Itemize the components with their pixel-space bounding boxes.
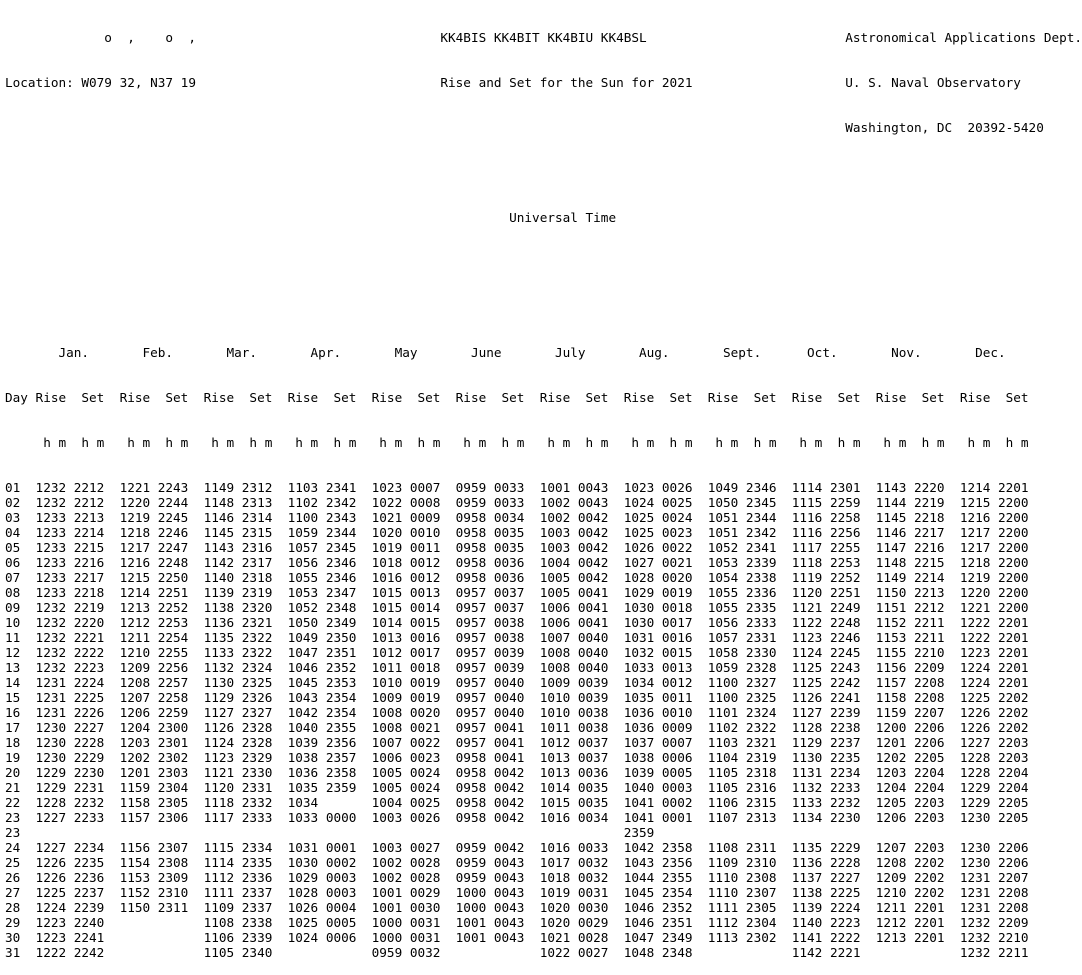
day-row: 04 1233 2214 1218 2246 1145 2315 1059 2344 1020 0010 0958 0035 1003 0042 1025 0023 1051 2342 1116 2256 1146 2217 1217 2200 [5, 525, 1029, 540]
day-row: 23 2359 [5, 825, 655, 840]
day-row: 06 1233 2216 1216 2248 1142 2317 1056 2346 1018 0012 0958 0036 1004 0042 1027 0021 1053 2339 1118 2253 1148 2215 1218 2200 [5, 555, 1029, 570]
day-row: 05 1233 2215 1217 2247 1143 2316 1057 2345 1019 0011 0958 0035 1003 0042 1026 0022 1052 2341 1117 2255 1147 2216 1217 2200 [5, 540, 1029, 555]
day-row: 22 1228 2232 1158 2305 1118 2332 1034 1004 0025 0958 0042 1015 0035 1041 0002 1106 2315 1133 2232 1205 2203 1229 2205 [5, 795, 1029, 810]
day-row: 31 1222 2242 1105 2340 0959 0032 1022 0027 1048 2348 1142 2221 1232 2211 [5, 945, 1029, 960]
header-line-2: Location: W079 32, N37 19 Rise and Set for the Sun for 2021 U. S. Naval Observatory [5, 75, 1021, 90]
day-rows [5, 480, 1029, 960]
day-row: 26 1226 2236 1153 2309 1112 2336 1029 0003 1002 0028 0959 0043 1018 0032 1044 2355 1110 2308 1137 2227 1209 2202 1231 2207 [5, 870, 1029, 885]
day-row: 23 1227 2233 1157 2306 1117 2333 1033 0000 1003 0026 0958 0042 1016 0034 1041 0001 1107 2313 1134 2230 1206 2203 1230 2205 [5, 810, 1029, 825]
header-line-1: o , o , KK4BIS KK4BIT KK4BIU KK4BSL Astronomical Applications Dept. [5, 30, 1082, 45]
day-row: 13 1232 2223 1209 2256 1132 2324 1046 2352 1011 0018 0957 0039 1008 0040 1033 0013 1059 2328 1125 2243 1156 2209 1224 2201 [5, 660, 1029, 675]
day-row: 19 1230 2229 1202 2302 1123 2329 1038 2357 1006 0023 0958 0041 1013 0037 1038 0006 1104 2319 1130 2235 1202 2205 1228 2203 [5, 750, 1029, 765]
blank-line [5, 165, 951, 180]
blank-line [5, 300, 951, 315]
day-row: 24 1227 2234 1156 2307 1115 2334 1031 0001 1003 0027 0959 0042 1016 0033 1042 2358 1108 2311 1135 2229 1207 2203 1230 2206 [5, 840, 1029, 855]
day-row: 30 1223 2241 1106 2339 1024 0006 1000 0031 1001 0043 1021 0028 1047 2349 1113 2302 1141 2222 1213 2201 1232 2210 [5, 930, 1029, 945]
day-row: 29 1223 2240 1108 2338 1025 0005 1000 0031 1001 0043 1020 0029 1046 2351 1112 2304 1140 2223 1212 2201 1232 2209 [5, 915, 1029, 930]
day-row: 11 1232 2221 1211 2254 1135 2322 1049 2350 1013 0016 0957 0038 1007 0040 1031 0016 1057 2331 1123 2246 1153 2211 1222 2201 [5, 630, 1029, 645]
day-row: 18 1230 2228 1203 2301 1124 2328 1039 2356 1007 0022 0957 0041 1012 0037 1037 0007 1103 2321 1129 2237 1201 2206 1227 2203 [5, 735, 1029, 750]
day-row: 27 1225 2237 1152 2310 1111 2337 1028 0003 1001 0029 1000 0043 1019 0031 1045 2354 1110 2307 1138 2225 1210 2202 1231 2208 [5, 885, 1029, 900]
blank-line [5, 255, 951, 270]
day-row: 16 1231 2226 1206 2259 1127 2327 1042 2354 1008 0020 0957 0040 1010 0038 1036 0010 1101 2324 1127 2239 1159 2207 1226 2202 [5, 705, 1029, 720]
time-zone-line: Universal Time [5, 210, 617, 225]
month-header-row: Jan. Feb. Mar. Apr. May June July Aug. Sept. Oct. Nov. Dec. [5, 345, 1006, 360]
day-row: 01 1232 2212 1221 2243 1149 2312 1103 2341 1023 0007 0959 0033 1001 0043 1023 0026 1049 2346 1114 2301 1143 2220 1214 2201 [5, 480, 1029, 495]
day-row: 03 1233 2213 1219 2245 1146 2314 1100 2343 1021 0009 0958 0034 1002 0042 1025 0024 1051 2344 1116 2258 1145 2218 1216 2200 [5, 510, 1029, 525]
day-row: 09 1232 2219 1213 2252 1138 2320 1052 2348 1015 0014 0957 0037 1006 0041 1030 0018 1055 2335 1121 2249 1151 2212 1221 2200 [5, 600, 1029, 615]
day-row: 02 1232 2212 1220 2244 1148 2313 1102 2342 1022 0008 0959 0033 1002 0043 1024 0025 1050 2345 1115 2259 1144 2219 1215 2200 [5, 495, 1029, 510]
day-row: 20 1229 2230 1201 2303 1121 2330 1036 2358 1005 0024 0958 0042 1013 0036 1039 0005 1105 2318 1131 2234 1203 2204 1228 2204 [5, 765, 1029, 780]
day-row: 08 1233 2218 1214 2251 1139 2319 1053 2347 1015 0013 0957 0037 1005 0041 1029 0019 1055 2336 1120 2251 1150 2213 1220 2200 [5, 585, 1029, 600]
day-row: 10 1232 2220 1212 2253 1136 2321 1050 2349 1014 0015 0957 0038 1006 0041 1030 0017 1056 2333 1122 2248 1152 2211 1222 2201 [5, 615, 1029, 630]
header-line-3: Washington, DC 20392-5420 [5, 120, 1044, 135]
day-row: 17 1230 2227 1204 2300 1126 2328 1040 2355 1008 0021 0957 0041 1011 0038 1036 0009 1102 2322 1128 2238 1200 2206 1226 2202 [5, 720, 1029, 735]
day-row: 28 1224 2239 1150 2311 1109 2337 1026 0004 1001 0030 1000 0043 1020 0030 1046 2352 1111 2305 1139 2224 1211 2201 1231 2208 [5, 900, 1029, 915]
day-row: 12 1232 2222 1210 2255 1133 2322 1047 2351 1012 0017 0957 0039 1008 0040 1032 0015 1058 2330 1124 2245 1155 2210 1223 2201 [5, 645, 1029, 660]
rise-set-header-row: Day Rise Set Rise Set Rise Set Rise Set Rise Set Rise Set Rise Set Rise Set Rise Set Rise Set Rise Set Rise Set [5, 390, 1029, 405]
day-row: 15 1231 2225 1207 2258 1129 2326 1043 2354 1009 0019 0957 0040 1010 0039 1035 0011 1100 2325 1126 2241 1158 2208 1225 2202 [5, 690, 1029, 705]
day-row: 14 1231 2224 1208 2257 1130 2325 1045 2353 1010 0019 0957 0040 1009 0039 1034 0012 1100 2327 1125 2242 1157 2208 1224 2201 [5, 675, 1029, 690]
day-row: 21 1229 2231 1159 2304 1120 2331 1035 2359 1005 0024 0958 0042 1014 0035 1040 0003 1105 2316 1132 2233 1204 2204 1229 2204 [5, 780, 1029, 795]
hour-minute-header-row: h m h m h m h m h m h m h m h m h m h m h m h m h m h m h m h m h m h m h m h m h m h m h m h m [5, 435, 1029, 450]
day-row: 25 1226 2235 1154 2308 1114 2335 1030 0002 1002 0028 0959 0043 1017 0032 1043 2356 1109 2310 1136 2228 1208 2202 1230 2206 [5, 855, 1029, 870]
day-row: 07 1233 2217 1215 2250 1140 2318 1055 2346 1016 0012 0958 0036 1005 0042 1028 0020 1054 2338 1119 2252 1149 2214 1219 2200 [5, 570, 1029, 585]
